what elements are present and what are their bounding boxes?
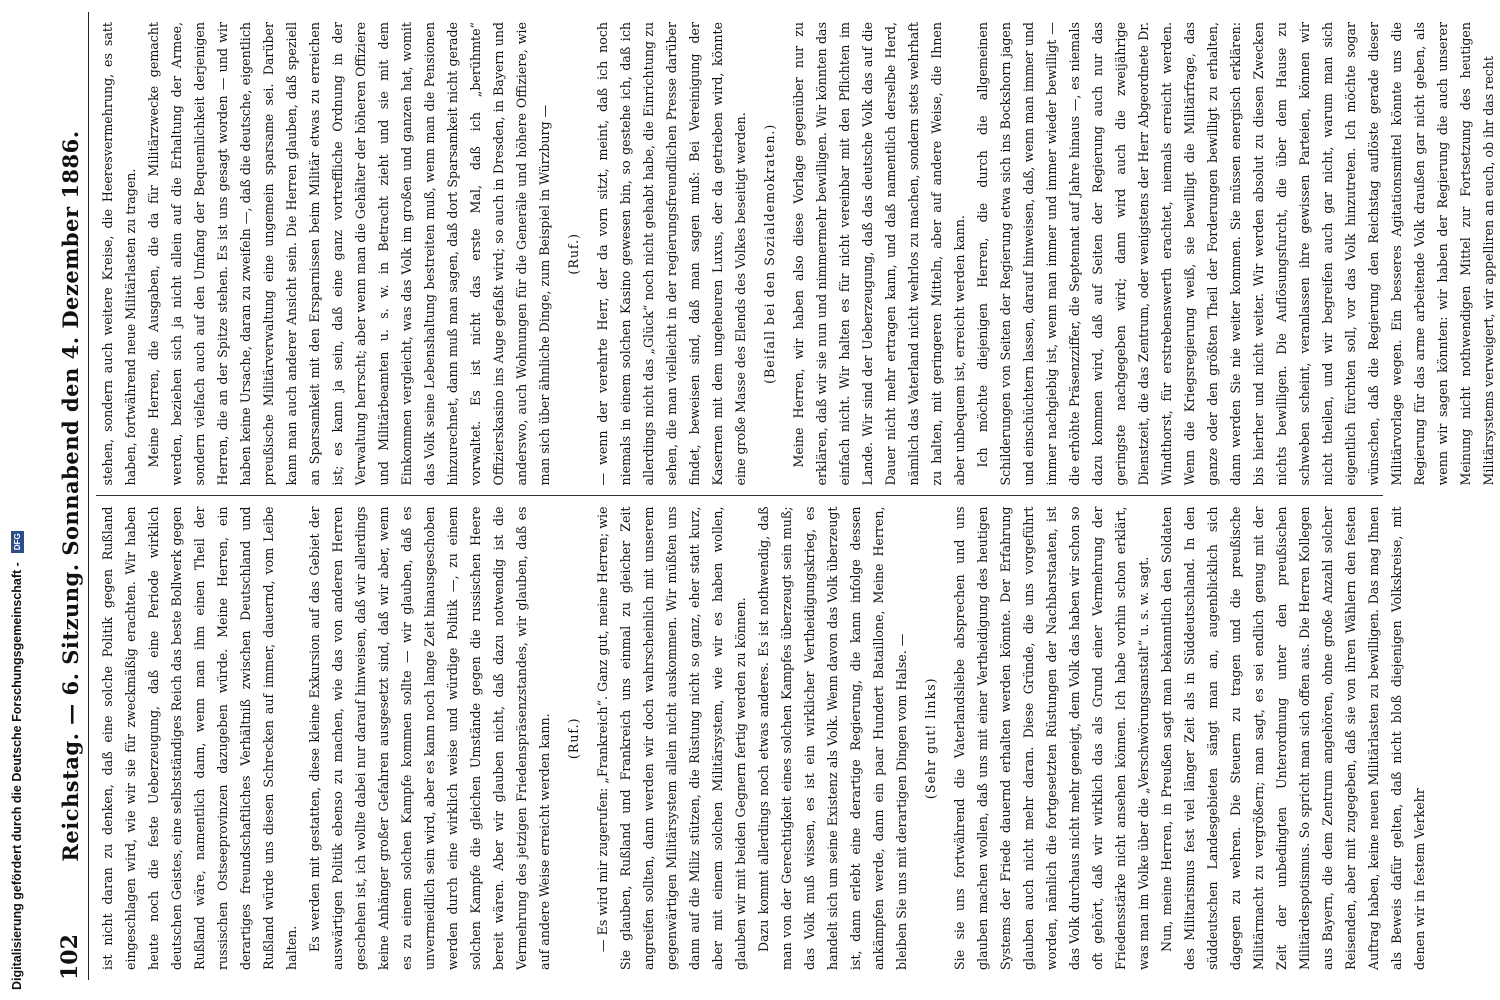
newspaper-page bbox=[44, 0, 1496, 1000]
dfg-logo: DFG bbox=[11, 531, 24, 553]
paragraph: Es werden mit gestatten, diese kleine Exkursion auf das Gebiet der auswärtigen Politik ebenso zu machen, wie das von anderen Herren geschehen ist, ich wollte dabei nur darauf hinweisen, daß wir allerdings keine Anhänger großer Gefahren ausgesetzt sind, daß wir aber, wenn es zu einem solchen Kampfe kommen sollte — wir glauben, daß es unvermeidlich sein wird, aber es kann noch lange Zeit hinausgeschoben werden durch eine wirklich weise und würdige Politik —, zu einem solchen Kampfe die gleichen Umstände gegen die russischen Heere bereit wären. Aber wir glauben nicht, daß dazu notwendig ist die Vermehrung des jetzigen Friedenspräsenzstandes, wir glauben, daß es auf andere Weise erreicht werden kann. bbox=[307, 506, 552, 970]
interjection: (Ruf.) bbox=[566, 232, 581, 275]
paragraph: Meine Herren, die Ausgaben, die da für Militärzwecke gemacht werden, beziehen sich ja nicht allein auf die Erhaltung der Armee, sondern vielfach auch auf den Umfang der Bequemlichkeit derjenigen Herren, die an der Spitze stehen. Es ist uns gesagt worden — und wir haben keine Ursache, daran zu zweifeln —, daß die deutsche, eigentlich preußische Militärverwaltung eine ungemein sparsame sei. Darüber kann man auch anderer Ansicht sein. Die Herren glauben, daß speziell an Sparsamkeit mit den Ersparnissen beim Militär etwas zu erreichen ist; es kann ja sein, daß eine ganz vortreffliche Ordnung in der Verwaltung herrscht; aber wenn man die Gehälter der höheren Offiziere und Militärbeamten u. s. w. in Betracht zieht und sie mit dem Einkommen vergleicht, was das Volk im großen und ganzen hat, womit das Volk seine Lebenshaltung bestreiten muß, wenn man die Pensionen hinzurechnet, dann muß man sagen, daß dort Sparsamkeit nicht gerade vorwaltet. Es ist nicht das erste Mal, daß ich „berühmte“ Offizierskasino ins Auge gefaßt wird; so auch in Dresden, in Bayern und anderswo, auch Wohnungen für die Generäle und höhere Offiziere, wie man sich über ähnliche Dinge, zum Beispiel in Würzburg — bbox=[146, 22, 552, 486]
page-header bbox=[52, 12, 89, 980]
paragraph: ist nicht daran zu denken, daß eine solche Politik gegen Rußland eingeschlagen wird, wie wir sie für zweckmäßig erachten. Wir haben heute noch die feste Ueberzeugung, daß eine Periode wirklich deutschen Geistes, eine selbstständiges Reich das beste Bollwerk gegen Rußland wäre, namentlich dann, wenn man ihm einen Theil der russischen Ostseeprovinzen dazugeben würde. Meine Herren, ein derartiges freundschaftliches Verhältniß zwischen Deutschland und Rußland würde uns diesen Schrecken auf immer, dauernd, vom Leibe halten. bbox=[100, 506, 299, 970]
digitization-footer bbox=[0, 0, 34, 1000]
paragraph: — wenn der verehrte Herr, der da vorn sitzt, meint, daß ich noch niemals in einem solchen Kasino gewesen bin, so gestehe ich, daß ich allerdings nicht das „Glück“ noch nicht gehabt habe, die Einrichtung zu sehen, die man vielleicht in der regierungsfreundlichen Presse darüber findet, beweisen sind, daß man sagen muß: Bei Vereinigung der Kasernen mit dem ungeheuren Luxus, der da getrieben wird, könnte eine große Masse des Elends des Volkes beseitigt werden. bbox=[595, 22, 748, 486]
paragraph: Nun, meine Herren, in Preußen sagt man bekanntlich den Soldaten des Militarismus fest viel länger Zeit als in Süddeutschland. In den süddeutschen Landesgebieten sängt man an, augenblicklich sich dagegen zu wehren. Die Steuern zu tragen und die preußische Militärmacht zu vergrößern; man sagt, es sei endlich genug mit der Zeit der unbedingten Unterordnung unter den preußischen Militärdespotismus. So spricht man sich offen aus. Die Herren Kollegen aus Bayern, die dem Zentrum angehören, ohne große Anzahl solcher Reisenden, aber mit zugegeben, daß sie von ihren Wählern den festen Auftrag haben, keine neuen Militärlasten zu bewilligen. Das mag Ihnen als Beweis dafür gelten, daß nicht bloß diejenigen Volkskreise, mit denen wir in festem Verkehr bbox=[1159, 506, 1427, 970]
footer-line bbox=[6, 90, 28, 990]
text-columns bbox=[96, 12, 1496, 980]
left-column bbox=[96, 497, 1427, 981]
interjection: (Beifall bei den Sozialdemokraten.) bbox=[762, 123, 777, 384]
right-column bbox=[96, 12, 1496, 497]
page-number: 102 bbox=[57, 934, 83, 980]
interjection: (Sehr gut! links) bbox=[923, 677, 938, 800]
page-title: Reichstag. — 6. Sitzung. Sonnabend den 4. Dezember 1886. bbox=[57, 130, 83, 862]
paragraph: Ich möchte diejenigen Herren, die durch die allgemeinen Schilderungen von Seiten der Regierung etwa sich ins Bockshorn jagen und einschüchtern lassen, darauf hinweisen, daß, wenn man immer und immer nachgiebig ist, wenn man immer und immer wieder bewilligt — die erhöhte Präsenzziffer, die Septennat auf Jahre hinaus —, es niemals dazu kommen wird, daß auf Seiten der Regierung auch nur das geringste nachgegeben wird; dann wird auch die zweijährige Dienstzeit, die das Zentrum, oder wenigstens der Herr Abgeordnete Dr. Windthorst, für erstrebenswerth erachtet, niemals erreicht werden. Wenn die Kriegsregierung weiß, sie bewilligt die Militärfrage, das ganze oder den größten Theil der Forderungen bewilligt zu erhalten, dann werden Sie nie weiter kommen. Sie müssen energisch erklären: bis hierher und nicht weiter. Wir werden absolut zu diesen Zwecken nichts bewilligen. Die Auflösungsfurcht, die über dem Hause zu schweben scheint, veranlassen ihre gewissen Parteien, können wir nicht theilen, und wir begreifen auch gar nicht, warum man sich eigentlich fürchten soll, vor das Volk hinzutreten. Ich möchte sogar wünschen, daß die Regierung den Reichstag auflöste gerade dieser Militärvorlage wegen. Ein besseres Agitationsmittel könnte uns die Regierung für das arme arbeitende Volk draußen gar nicht geben, als wenn wir sagen könnten: wir haben der Regierung die auch unserer Meinung nicht nothwendigen Mittel zur Fortsetzung des heutigen Militärsystems verweigert, wir appelliren an euch, ob ihr das recht bbox=[975, 22, 1496, 486]
paragraph: Dazu kommt allerdings noch etwas anderes. Es ist nothwendig, daß man von der Gerechtigkeit eines solchen Kampfes überzeugt sein muß; das Volk muß wissen, es ist ein wirklicher Vertheidigungskrieg, es handelt sich um seine Existenz als Volk. Wenn davon das Volk überzeugt ist, dann erlebt eine derartige Regierung, die kann infolge dessen ankämpfen werde, dann ein paar Hundert Bataillone, Meine Herren, bleiben Sie uns mit derartigen Dingen vom Halse. — bbox=[756, 506, 909, 970]
paragraph: — Es wird mir zugerufen: „Frankreich“. Ganz gut, meine Herren; wie Sie glauben, Rußland und Frankreich uns einmal zu gleicher Zeit angreifen sollten, dann werden wir doch wahrscheinlich mit unserem gegenwärtigen Militärsystem allein nicht auskommen. Wir müßten uns dann auf die Miliz stützen, die Rüstung nicht so ganz, eher statt kurz, aber mit einem solchen Militärsystem, wie wir es haben wollen, glauben wir mit beiden Gegnern fertig werden zu können. bbox=[595, 506, 748, 970]
paragraph: Sie sie uns fortwährend die Vaterlandsliebe absprechen und uns glauben machen wollen, daß uns mit einer Vertheidigung des heutigen Systems der Friede dauernd erhalten werden könnte. Der Erfahrung glauben auch nicht mehr daran. Diese Gründe, die uns vorgeführt worden, nämlich die fortgesetzten Rüstungen der Nachbarstaaten, ist das Volk durchaus nicht mehr geneigt, dem Volk das haben wir schon so oft gehört, daß wir wirklich das als Grund einer Vermehrung der Friedensstärke nicht ansehen können. Ich habe vorhin schon erklärt, was man im Volke über die „Verschwörungsanstalt“ u. s. w. sagt. bbox=[952, 506, 1151, 970]
paragraph: Meine Herren, wir haben also diese Vorlage gegenüber nur zu erklären, daß wir sie nun und nimmermehr bewilligen. Wir könnten das einfach nicht. Wir halten es für nicht vereinbar mit den Pflichten im Lande. Wir sind der Ueberzeugung, daß das deutsche Volk das auf die Dauer nicht mehr ertragen kann, und daß namentlich derselbe Herd, nämlich das Vaterland nicht wehrlos zu machen, sondern stets wehrhaft zu halten, mit geringeren Mitteln, aber auf andere Weise, die Ihnen aber unbequem ist, erreicht werden kann. bbox=[791, 22, 967, 486]
interjection: (Ruf.) bbox=[566, 717, 581, 760]
paragraph: stehen, sondern auch weitere Kreise, die Heeresvermehrung, es satt haben, fortwährend neue Militärlasten zu tragen. bbox=[100, 22, 138, 486]
footer-credit: Digitalisierung gefördert durch die Deutsche Forschungsgemeinschaft - bbox=[10, 562, 24, 990]
